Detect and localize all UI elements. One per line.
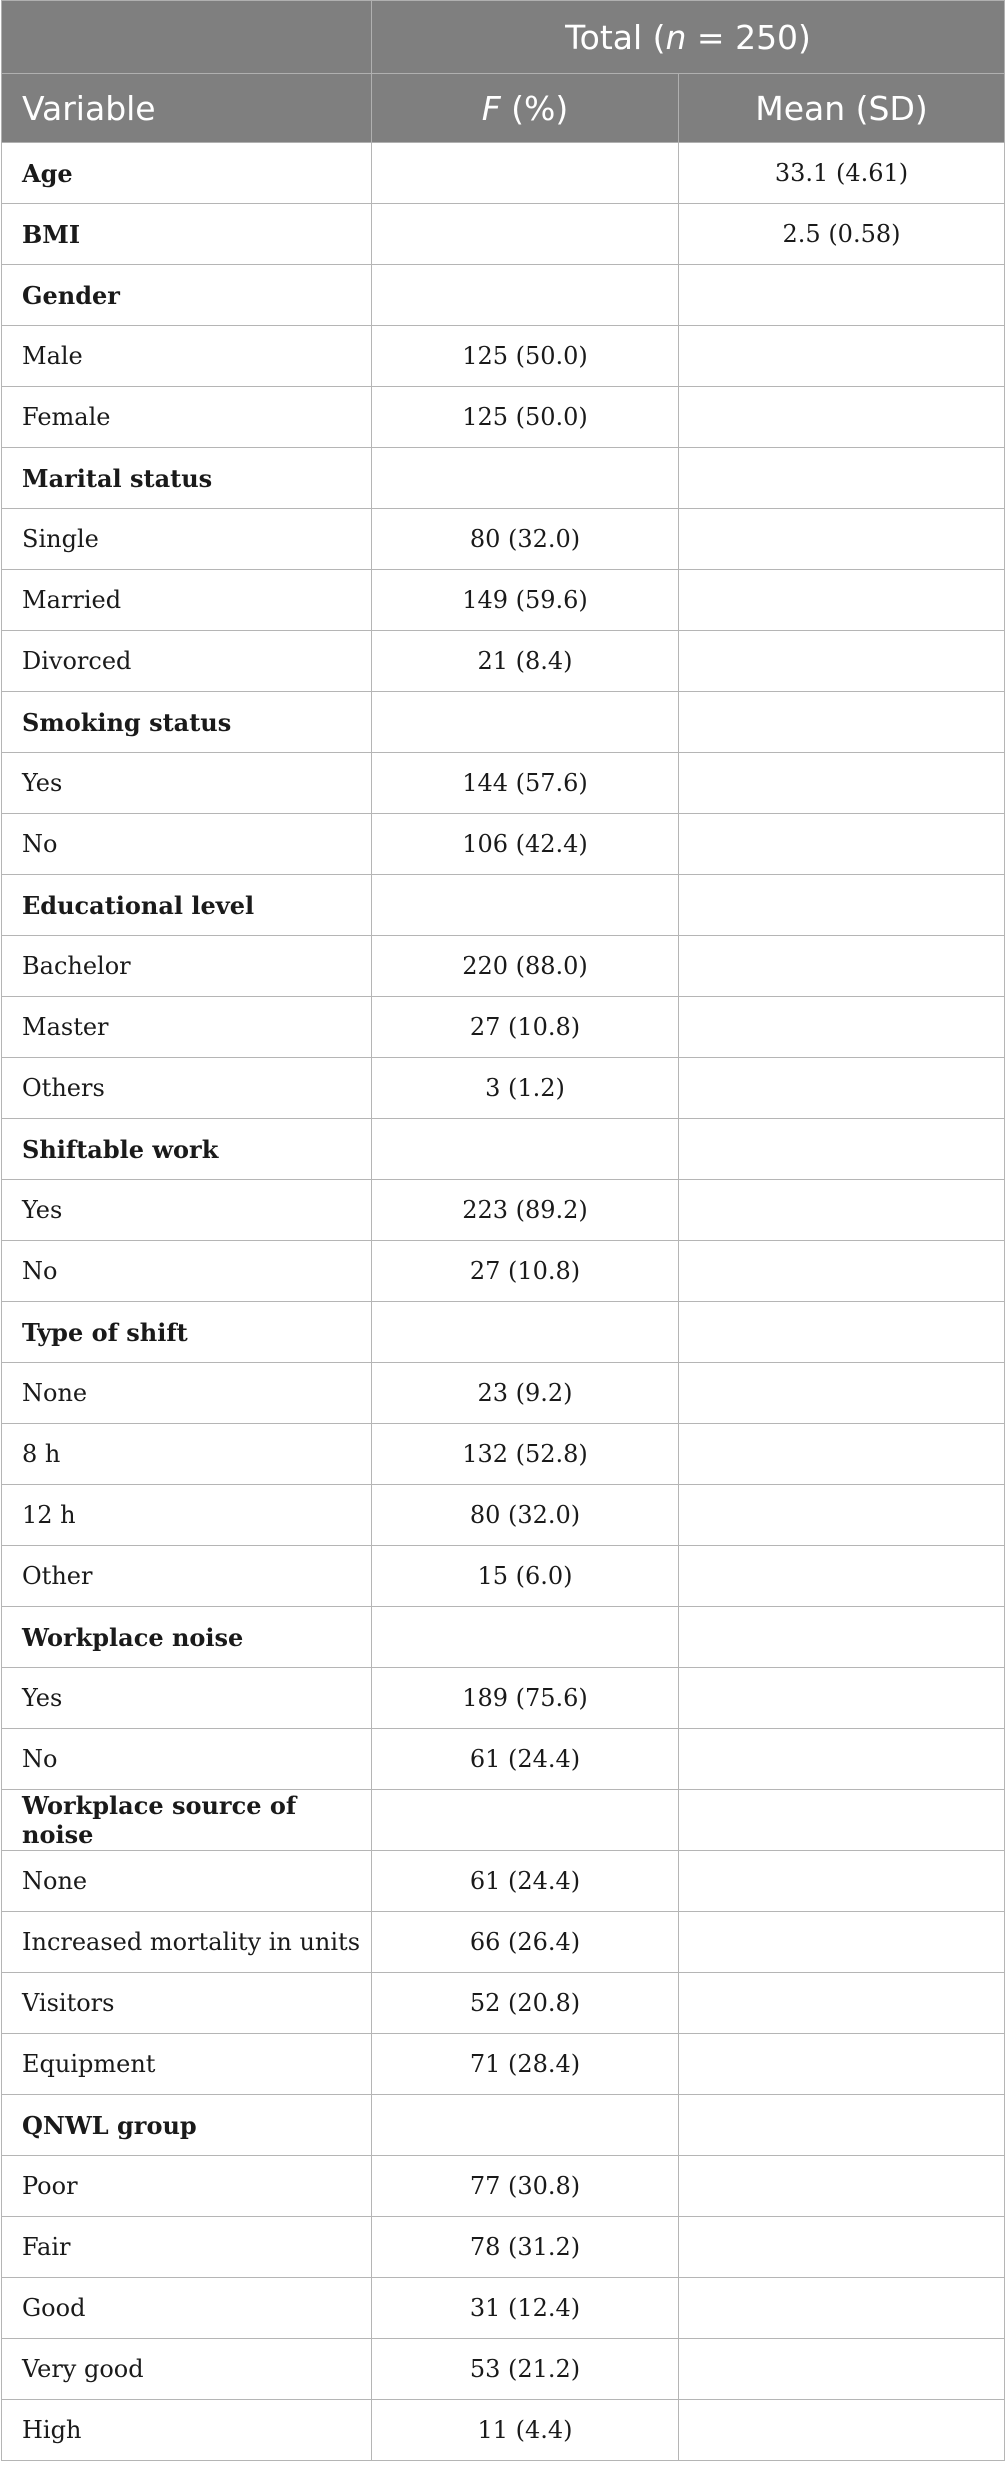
row-frequency: 71 (28.4) [372, 2034, 679, 2095]
row-frequency [372, 265, 679, 326]
row-frequency: 80 (32.0) [372, 509, 679, 570]
row-label: Workplace noise [2, 1607, 372, 1668]
row-mean-sd [679, 631, 1005, 692]
header-total-n: n [665, 17, 687, 57]
row-frequency [372, 143, 679, 204]
row-frequency: 125 (50.0) [372, 326, 679, 387]
row-label: Educational level [2, 875, 372, 936]
row-mean-sd [679, 1119, 1005, 1180]
table-row [2, 1119, 1005, 1180]
row-mean-sd [679, 1424, 1005, 1485]
header-total-prefix: Total ( [565, 17, 666, 57]
row-mean-sd [679, 509, 1005, 570]
row-mean-sd [679, 1729, 1005, 1790]
row-label: Yes [2, 753, 372, 814]
row-label: High [2, 2400, 372, 2461]
table-row [2, 936, 1005, 997]
table-row [2, 692, 1005, 753]
row-mean-sd [679, 1607, 1005, 1668]
row-frequency: 144 (57.6) [372, 753, 679, 814]
table-body [2, 143, 1005, 2461]
row-frequency: 61 (24.4) [372, 1729, 679, 1790]
row-frequency [372, 1119, 679, 1180]
table-row [2, 1302, 1005, 1363]
row-mean-sd [679, 1668, 1005, 1729]
table-row [2, 1424, 1005, 1485]
row-frequency [372, 204, 679, 265]
row-label: Others [2, 1058, 372, 1119]
row-label: Type of shift [2, 1302, 372, 1363]
row-mean-sd [679, 1973, 1005, 2034]
table-row [2, 875, 1005, 936]
row-frequency: 106 (42.4) [372, 814, 679, 875]
table-row [2, 1180, 1005, 1241]
row-label: 8 h [2, 1424, 372, 1485]
row-frequency [372, 1607, 679, 1668]
header-total-cell [372, 1, 1005, 74]
row-frequency: 11 (4.4) [372, 2400, 679, 2461]
table-row [2, 2278, 1005, 2339]
row-frequency: 61 (24.4) [372, 1851, 679, 1912]
row-mean-sd [679, 2217, 1005, 2278]
row-mean-sd [679, 2095, 1005, 2156]
header-column-row [2, 74, 1005, 143]
row-label: Female [2, 387, 372, 448]
table-row [2, 143, 1005, 204]
row-label: Increased mortality in units [2, 1912, 372, 1973]
row-label: Bachelor [2, 936, 372, 997]
row-frequency: 66 (26.4) [372, 1912, 679, 1973]
row-mean-sd [679, 570, 1005, 631]
row-mean-sd [679, 1546, 1005, 1607]
row-label: Divorced [2, 631, 372, 692]
row-frequency [372, 1790, 679, 1851]
table-row [2, 1973, 1005, 2034]
row-label: Marital status [2, 448, 372, 509]
row-mean-sd [679, 326, 1005, 387]
row-label: Fair [2, 2217, 372, 2278]
table-row [2, 631, 1005, 692]
row-mean-sd [679, 1363, 1005, 1424]
row-frequency: 223 (89.2) [372, 1180, 679, 1241]
row-label: Good [2, 2278, 372, 2339]
row-label: None [2, 1363, 372, 1424]
row-label: Gender [2, 265, 372, 326]
row-label: Age [2, 143, 372, 204]
row-mean-sd [679, 1485, 1005, 1546]
table-row [2, 814, 1005, 875]
row-mean-sd [679, 1058, 1005, 1119]
header-frequency-suffix: (%) [500, 88, 569, 128]
row-frequency: 23 (9.2) [372, 1363, 679, 1424]
row-frequency: 27 (10.8) [372, 1241, 679, 1302]
table-row [2, 326, 1005, 387]
row-mean-sd [679, 1912, 1005, 1973]
header-group-row [2, 1, 1005, 74]
row-mean-sd [679, 1790, 1005, 1851]
table-row [2, 2034, 1005, 2095]
table-row [2, 1363, 1005, 1424]
row-label: Male [2, 326, 372, 387]
header-blank-cell [2, 1, 372, 74]
row-mean-sd [679, 387, 1005, 448]
row-label: No [2, 1241, 372, 1302]
table-row [2, 509, 1005, 570]
table-row [2, 1485, 1005, 1546]
row-frequency [372, 2095, 679, 2156]
row-frequency: 31 (12.4) [372, 2278, 679, 2339]
row-frequency: 80 (32.0) [372, 1485, 679, 1546]
row-mean-sd [679, 2278, 1005, 2339]
row-frequency [372, 1302, 679, 1363]
row-label: Yes [2, 1668, 372, 1729]
row-frequency [372, 875, 679, 936]
row-frequency: 53 (21.2) [372, 2339, 679, 2400]
row-label: None [2, 1851, 372, 1912]
row-mean-sd [679, 814, 1005, 875]
row-mean-sd [679, 1180, 1005, 1241]
row-mean-sd [679, 265, 1005, 326]
row-label: Very good [2, 2339, 372, 2400]
row-frequency: 220 (88.0) [372, 936, 679, 997]
table-row [2, 2156, 1005, 2217]
table-row [2, 570, 1005, 631]
table-row [2, 387, 1005, 448]
table-row [2, 1729, 1005, 1790]
row-mean-sd [679, 448, 1005, 509]
row-frequency [372, 692, 679, 753]
table-row [2, 1058, 1005, 1119]
header-frequency [372, 74, 679, 143]
row-label: 12 h [2, 1485, 372, 1546]
table-row [2, 2095, 1005, 2156]
row-label: No [2, 814, 372, 875]
header-mean-sd: Mean (SD) [679, 74, 1005, 143]
row-label: Master [2, 997, 372, 1058]
table-row [2, 204, 1005, 265]
row-label: Single [2, 509, 372, 570]
table-row [2, 265, 1005, 326]
row-label: Visitors [2, 1973, 372, 2034]
row-frequency: 149 (59.6) [372, 570, 679, 631]
table-row [2, 1668, 1005, 1729]
row-mean-sd [679, 875, 1005, 936]
row-label: BMI [2, 204, 372, 265]
row-frequency: 3 (1.2) [372, 1058, 679, 1119]
row-label: Smoking status [2, 692, 372, 753]
row-frequency: 125 (50.0) [372, 387, 679, 448]
row-mean-sd [679, 1241, 1005, 1302]
row-label: Equipment [2, 2034, 372, 2095]
row-mean-sd [679, 1302, 1005, 1363]
row-label: Other [2, 1546, 372, 1607]
table-row [2, 1546, 1005, 1607]
row-frequency: 52 (20.8) [372, 1973, 679, 2034]
row-frequency: 21 (8.4) [372, 631, 679, 692]
row-frequency: 15 (6.0) [372, 1546, 679, 1607]
row-label: No [2, 1729, 372, 1790]
header-frequency-f: F [481, 88, 501, 128]
table-row [2, 448, 1005, 509]
row-mean-sd [679, 997, 1005, 1058]
row-mean-sd: 33.1 (4.61) [679, 143, 1005, 204]
row-mean-sd [679, 753, 1005, 814]
row-frequency [372, 448, 679, 509]
row-label: Poor [2, 2156, 372, 2217]
row-frequency: 27 (10.8) [372, 997, 679, 1058]
row-mean-sd [679, 2034, 1005, 2095]
header-variable: Variable [2, 74, 372, 143]
table-row [2, 2339, 1005, 2400]
table-row [2, 1607, 1005, 1668]
row-mean-sd [679, 692, 1005, 753]
row-frequency: 189 (75.6) [372, 1668, 679, 1729]
table-row [2, 2217, 1005, 2278]
row-label: Shiftable work [2, 1119, 372, 1180]
demographics-table [1, 0, 1005, 2461]
row-mean-sd [679, 1851, 1005, 1912]
table-row [2, 2400, 1005, 2461]
row-frequency: 77 (30.8) [372, 2156, 679, 2217]
row-label: Yes [2, 1180, 372, 1241]
row-frequency: 132 (52.8) [372, 1424, 679, 1485]
row-label: Married [2, 570, 372, 631]
table-row [2, 997, 1005, 1058]
row-mean-sd [679, 2156, 1005, 2217]
row-frequency: 78 (31.2) [372, 2217, 679, 2278]
table-row [2, 1851, 1005, 1912]
row-mean-sd [679, 2339, 1005, 2400]
row-mean-sd [679, 936, 1005, 997]
header-total-suffix: = 250) [686, 17, 811, 57]
table-row [2, 1241, 1005, 1302]
row-mean-sd: 2.5 (0.58) [679, 204, 1005, 265]
table-row [2, 753, 1005, 814]
row-label: QNWL group [2, 2095, 372, 2156]
table-row [2, 1912, 1005, 1973]
table-row [2, 1790, 1005, 1851]
row-mean-sd [679, 2400, 1005, 2461]
row-label: Workplace source of noise [2, 1790, 372, 1851]
